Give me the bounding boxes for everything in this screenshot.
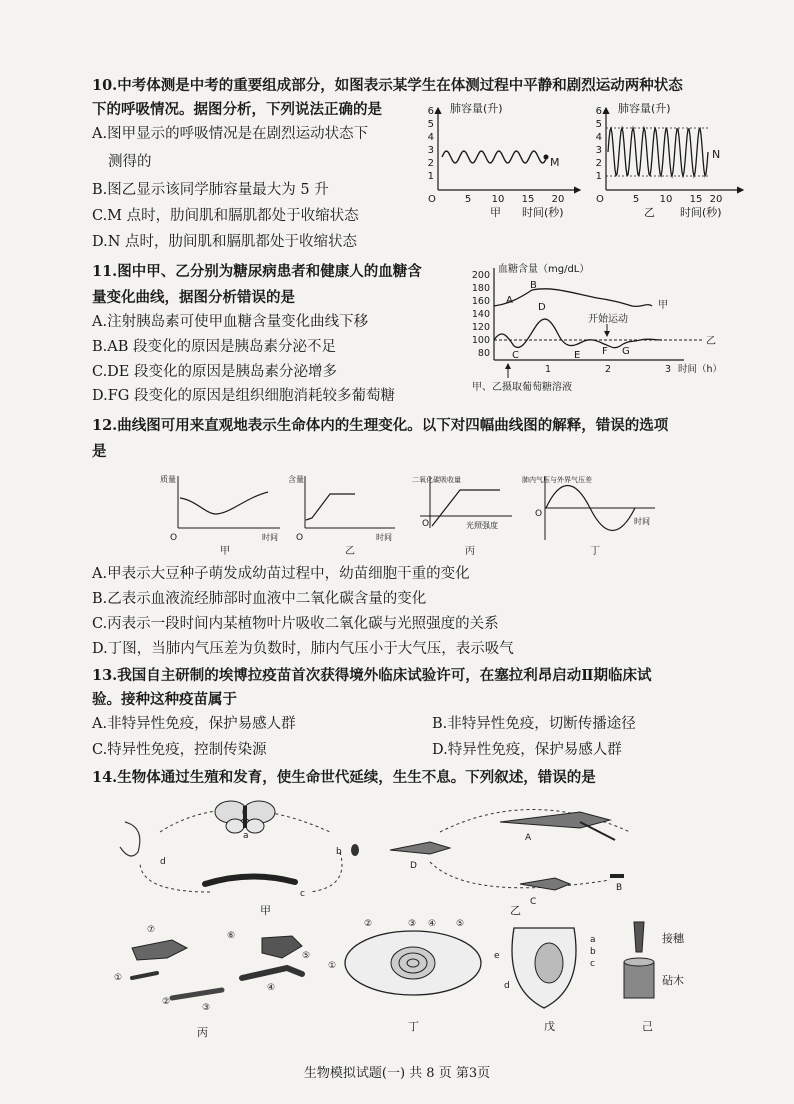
q10-option-c: C.M 点时，肋间肌和膈肌都处于收缩状态 [92, 208, 359, 224]
svg-text:3: 3 [664, 364, 672, 375]
svg-text:1: 1 [427, 171, 434, 182]
svg-text:O: O [170, 533, 178, 543]
q11-option-b: B.AB 段变化的原因是胰岛素分泌不足 [92, 339, 336, 355]
svg-text:②: ② [162, 997, 171, 1007]
svg-text:甲: 甲 [490, 206, 501, 219]
svg-text:接穗: 接穗 [662, 932, 684, 945]
svg-text:丁: 丁 [408, 1020, 419, 1033]
q10-option-a: A.图甲显示的呼吸情况是在剧烈运动状态下 [92, 126, 369, 142]
svg-text:2: 2 [427, 158, 434, 169]
svg-text:120: 120 [471, 322, 490, 333]
svg-text:甲: 甲 [220, 546, 230, 557]
svg-text:d: d [160, 857, 166, 867]
q12-option-d: D.丁图，当肺内气压差为负数时，肺内气压小于大气压，表示吸气 [92, 641, 514, 657]
q14-fig-ding-egg [328, 918, 493, 1043]
svg-text:血糖含量（mg/dL）: 血糖含量（mg/dL） [498, 264, 590, 275]
svg-text:戊: 戊 [544, 1020, 555, 1033]
svg-text:B: B [530, 280, 537, 291]
svg-text:4: 4 [427, 132, 434, 143]
q12-option-b: B.乙表示血液流经肺部时血液中二氧化碳含量的变化 [92, 591, 427, 607]
svg-text:乙: 乙 [345, 546, 355, 557]
svg-text:180: 180 [471, 283, 490, 294]
q11-option-d: D.FG 段变化的原因是组织细胞消耗较多葡萄糖 [92, 388, 395, 404]
svg-text:10: 10 [659, 194, 673, 205]
svg-text:时间(秒): 时间(秒) [522, 206, 564, 219]
q10-jia-curve [442, 151, 547, 163]
q13-stem-line2: 验。接种这种疫苗属于 [92, 691, 237, 708]
svg-text:N: N [712, 148, 721, 161]
svg-text:e: e [494, 951, 500, 961]
svg-text:己: 己 [642, 1020, 653, 1033]
svg-text:6: 6 [427, 106, 434, 117]
q10-chart-yi [578, 100, 748, 225]
page-footer: 生物模拟试题(一) 共 8 页 第3页 [303, 1066, 491, 1081]
q14-stem: 14.生物体通过生殖和发育，使生命世代延续，生生不息。下列叙述，错误的是 [92, 769, 596, 786]
svg-text:甲: 甲 [658, 300, 668, 311]
svg-text:c: c [300, 889, 305, 899]
q10-option-d: D.N 点时，肋间肌和膈肌都处于收缩状态 [92, 234, 358, 250]
q11-stem-line2: 量变化曲线，据图分析错误的是 [92, 289, 295, 306]
svg-text:O: O [428, 194, 436, 205]
q14-fig-bing-frog-cycle [112, 918, 322, 1043]
svg-text:2: 2 [604, 364, 612, 375]
svg-text:200: 200 [471, 270, 490, 281]
svg-text:肺内气压与外界气压差: 肺内气压与外界气压差 [522, 476, 592, 484]
q14-fig-wu-uterus [494, 918, 606, 1043]
svg-text:时间（h）: 时间（h） [678, 364, 723, 375]
svg-text:A: A [506, 295, 513, 306]
svg-text:5: 5 [427, 119, 434, 130]
svg-text:3: 3 [427, 145, 434, 156]
svg-text:⑤: ⑤ [456, 919, 465, 929]
svg-text:乙: 乙 [510, 904, 521, 917]
svg-text:③: ③ [408, 919, 417, 929]
svg-text:20: 20 [551, 194, 565, 205]
svg-text:6: 6 [595, 106, 602, 117]
svg-text:二氧化碳吸收量: 二氧化碳吸收量 [412, 476, 461, 484]
svg-text:①: ① [114, 973, 123, 983]
svg-text:15: 15 [689, 194, 703, 205]
q14-fig-ji-grafting [612, 912, 712, 1042]
svg-text:D: D [538, 302, 546, 313]
svg-text:15: 15 [521, 194, 535, 205]
svg-text:140: 140 [471, 309, 490, 320]
svg-text:时间(秒): 时间(秒) [680, 206, 722, 219]
q12-stem-line1: 12.曲线图可用来直观地表示生命体内的生理变化。以下对四幅曲线图的解释，错误的选项 [92, 417, 669, 434]
q13-option-a: A.非特异性免疫，保护易感人群 [92, 716, 296, 732]
svg-text:80: 80 [477, 348, 490, 359]
svg-text:5: 5 [595, 119, 602, 130]
svg-text:a: a [590, 935, 596, 945]
q12-option-c: C.丙表示一段时间内某植物叶片吸收二氧化碳与光照强度的关系 [92, 616, 499, 632]
svg-text:1: 1 [595, 171, 602, 182]
svg-text:O: O [535, 509, 543, 519]
svg-text:肺容量(升): 肺容量(升) [618, 102, 671, 115]
svg-text:A: A [525, 833, 532, 843]
svg-text:⑥: ⑥ [227, 931, 236, 941]
svg-text:④: ④ [267, 983, 276, 993]
q11-option-c: C.DE 段变化的原因是胰岛素分泌增多 [92, 364, 338, 380]
svg-text:b: b [590, 947, 596, 957]
svg-text:160: 160 [471, 296, 490, 307]
q11-stem-line1: 11.图中甲、乙分别为糖尿病患者和健康人的血糖含 [92, 263, 422, 280]
q13-stem-line1: 13.我国自主研制的埃博拉疫苗首次获得境外临床试验许可，在塞拉利昂启动Ⅱ期临床试 [92, 667, 652, 684]
q11-option-a: A.注射胰岛素可使甲血糖含量变化曲线下移 [92, 314, 369, 330]
svg-text:光照强度: 光照强度 [466, 521, 498, 530]
q10-chart-jia [410, 100, 585, 225]
svg-text:甲、乙摄取葡萄糖溶液: 甲、乙摄取葡萄糖溶液 [472, 382, 572, 393]
svg-text:2: 2 [595, 158, 602, 169]
q11-blood-sugar-chart [462, 258, 737, 400]
svg-text:5: 5 [464, 194, 472, 205]
svg-text:时间: 时间 [262, 533, 278, 542]
q10-yi-curve [608, 128, 708, 176]
svg-text:a: a [243, 831, 249, 841]
svg-text:③: ③ [202, 1003, 211, 1013]
q10-stem-line1: 10.中考体测是中考的重要组成部分，如图表示某学生在体测过程中平静和剧烈运动两种状态 [92, 77, 683, 94]
svg-text:F: F [602, 346, 608, 357]
svg-text:c: c [590, 959, 595, 969]
svg-text:O: O [596, 194, 604, 205]
q13-option-b: B.非特异性免疫，切断传播途径 [432, 716, 636, 732]
svg-text:④: ④ [428, 919, 437, 929]
q13-option-d: D.特异性免疫，保护易感人群 [432, 742, 622, 758]
svg-text:含量: 含量 [288, 475, 304, 484]
svg-text:乙: 乙 [644, 206, 655, 219]
svg-text:d: d [504, 981, 510, 991]
svg-text:E: E [574, 350, 581, 361]
svg-text:丙: 丙 [465, 546, 475, 557]
q12-option-a: A.甲表示大豆种子萌发成幼苗过程中，幼苗细胞干重的变化 [92, 566, 470, 582]
svg-text:丙: 丙 [197, 1026, 208, 1039]
svg-text:G: G [622, 346, 630, 357]
svg-text:D: D [410, 861, 417, 871]
q12-four-graphs [160, 468, 660, 558]
svg-text:丁: 丁 [590, 546, 600, 557]
svg-text:⑤: ⑤ [302, 951, 311, 961]
svg-text:b: b [336, 847, 342, 857]
svg-text:①: ① [328, 961, 337, 971]
q14-fig-yi-grasshopper-cycle [370, 792, 650, 917]
svg-text:4: 4 [595, 132, 602, 143]
svg-text:C: C [530, 897, 537, 907]
svg-text:5: 5 [632, 194, 640, 205]
q10-option-b: B.图乙显示该同学肺容量最大为 5 升 [92, 182, 329, 198]
svg-text:B: B [616, 883, 623, 893]
svg-text:1: 1 [544, 364, 552, 375]
svg-text:⑦: ⑦ [147, 925, 156, 935]
svg-text:时间: 时间 [376, 533, 392, 542]
svg-text:O: O [296, 533, 304, 543]
svg-text:O: O [422, 519, 430, 529]
svg-text:甲: 甲 [260, 904, 271, 917]
svg-text:砧木: 砧木 [662, 974, 684, 987]
svg-text:10: 10 [491, 194, 505, 205]
q12-stem-line2: 是 [92, 443, 107, 460]
svg-text:开始运动: 开始运动 [588, 314, 628, 325]
svg-text:3: 3 [595, 145, 602, 156]
svg-text:时间: 时间 [634, 517, 650, 526]
q10-jia-ylabel: 肺容量(升) [450, 102, 503, 115]
q13-option-c: C.特异性免疫，控制传染源 [92, 742, 267, 758]
svg-text:质量: 质量 [160, 475, 176, 484]
svg-text:20: 20 [709, 194, 723, 205]
svg-text:乙: 乙 [706, 336, 716, 347]
q10-stem-line2: 下的呼吸情况。据图分析，下列说法正确的是 [92, 101, 382, 118]
svg-text:C: C [512, 350, 519, 361]
svg-text:100: 100 [471, 335, 490, 346]
svg-text:M: M [550, 156, 560, 169]
q10-option-a-cont: 测得的 [108, 154, 152, 170]
q14-fig-jia-butterfly-cycle [110, 792, 370, 917]
svg-text:②: ② [364, 919, 373, 929]
